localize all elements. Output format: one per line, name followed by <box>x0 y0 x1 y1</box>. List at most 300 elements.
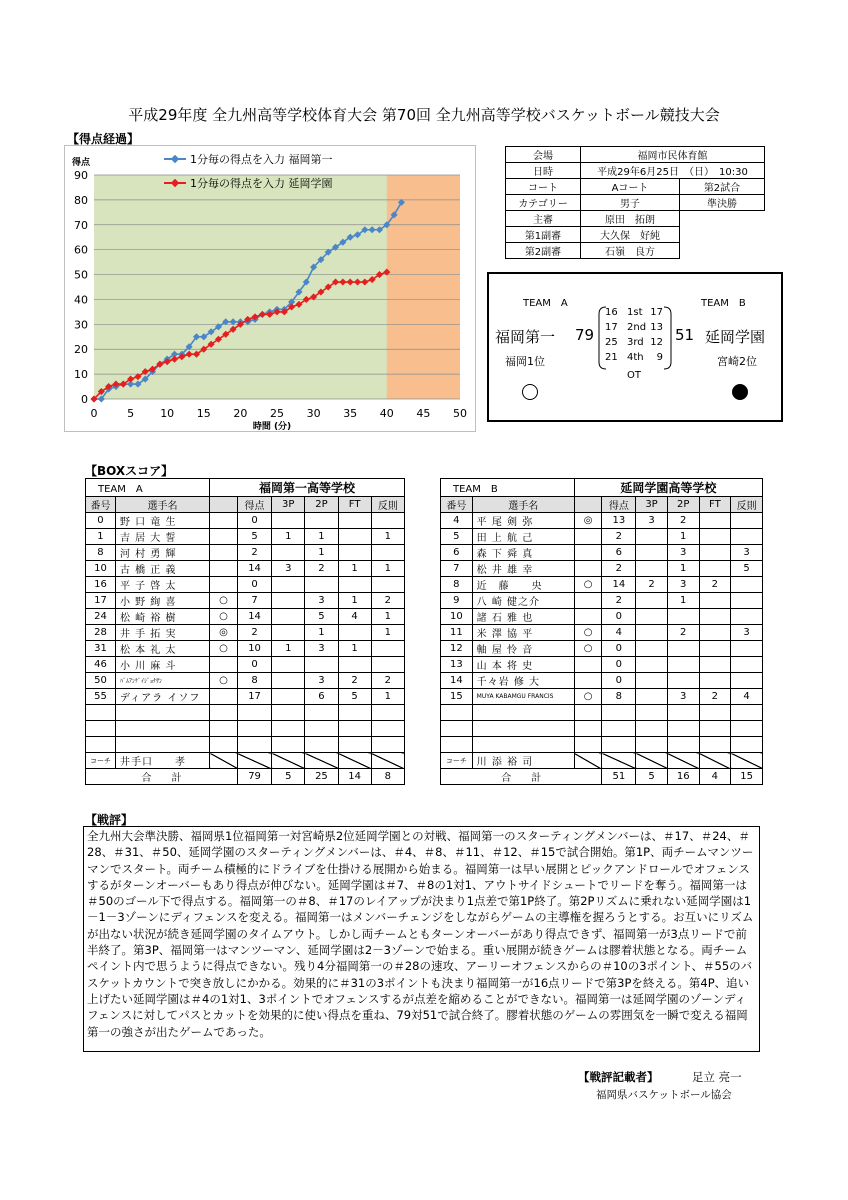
total-pts: 51 <box>602 769 636 785</box>
info-row <box>506 147 765 163</box>
page-title: 平成29年度 全九州高等学校体育大会 第70回 全九州高等学校バスケットボール競技大会 <box>128 106 720 124</box>
starter-mark <box>210 689 238 705</box>
stat-p2: 1 <box>305 529 338 545</box>
col-mark <box>574 497 602 513</box>
stat-foul <box>371 577 404 593</box>
y-tick-label: 10 <box>74 368 88 382</box>
starter-mark <box>210 657 238 673</box>
x-tick-label: 45 <box>416 407 431 420</box>
player-name: 田 上 航 己 <box>472 529 574 545</box>
info-value: Aコート <box>581 179 680 195</box>
scoreboard <box>487 272 783 422</box>
stat-foul <box>371 641 404 657</box>
stat-p2 <box>667 641 699 657</box>
empty-cell <box>441 721 473 737</box>
empty-cell <box>441 737 473 753</box>
info-value: 男子 <box>581 195 680 211</box>
stat-pts: 10 <box>237 641 271 657</box>
stat-pts: 0 <box>602 657 636 673</box>
stat-pts: 14 <box>602 577 636 593</box>
starter-mark <box>574 657 602 673</box>
player-row <box>86 529 405 545</box>
player-number: 6 <box>441 545 473 561</box>
player-row <box>86 657 405 673</box>
stat-pts: 2 <box>602 529 636 545</box>
empty-cell <box>731 721 763 737</box>
legend-team-b: 1分毎の得点を入力 延岡学園 <box>190 177 333 190</box>
empty-cell <box>272 737 305 753</box>
stat-ft <box>699 625 731 641</box>
stat-foul <box>371 545 404 561</box>
player-row <box>86 625 405 641</box>
col-ft: FT <box>338 497 371 513</box>
stat-p2 <box>667 657 699 673</box>
stat-pts: 0 <box>237 657 271 673</box>
stat-p3 <box>636 609 668 625</box>
stat-ft <box>699 673 731 689</box>
quarter-score-team-b: 9 <box>656 352 663 363</box>
starter-mark <box>574 593 602 609</box>
quarter-score-team-b: 13 <box>650 322 663 333</box>
col-number: 番号 <box>86 497 116 513</box>
struck-cell <box>731 753 763 769</box>
empty-cell <box>115 721 209 737</box>
col-number: 番号 <box>441 497 473 513</box>
total-row <box>86 769 405 785</box>
stat-p3 <box>272 545 305 561</box>
empty-row <box>86 737 405 753</box>
y-tick-label: 60 <box>74 243 88 257</box>
info-label: 第1副審 <box>506 227 581 243</box>
team-a-label: TEAM A <box>523 298 568 309</box>
starter-mark: ○ <box>210 609 238 625</box>
section-commentary: 【戦評】 <box>85 813 134 827</box>
stat-p3 <box>636 561 668 577</box>
player-name: 小 川 麻 斗 <box>115 657 209 673</box>
quarter-label: 1st <box>627 307 643 318</box>
stat-p2: 3 <box>305 593 338 609</box>
stat-ft <box>338 577 371 593</box>
stat-ft: 5 <box>338 689 371 705</box>
quarter-score-team-b: 17 <box>650 307 663 318</box>
empty-cell <box>338 705 371 721</box>
y-tick-label: 70 <box>74 218 88 232</box>
starter-mark <box>574 545 602 561</box>
empty-cell <box>472 721 574 737</box>
empty-cell <box>210 737 238 753</box>
empty-cell <box>574 737 602 753</box>
stat-p2: 3 <box>667 577 699 593</box>
stat-foul: 1 <box>371 609 404 625</box>
x-tick-label: 20 <box>233 407 248 420</box>
player-row <box>86 673 405 689</box>
coach-row <box>86 753 405 769</box>
stat-p3 <box>636 657 668 673</box>
col-player-name: 選手名 <box>115 497 209 513</box>
player-number: 1 <box>86 529 116 545</box>
stat-p2 <box>667 673 699 689</box>
team-a-score: 79 <box>575 326 595 344</box>
x-tick-label: 30 <box>306 407 321 420</box>
player-row <box>86 641 405 657</box>
stat-p3: 1 <box>272 641 305 657</box>
struck-cell <box>338 753 371 769</box>
y-tick-label: 20 <box>74 343 88 357</box>
stat-p2: 5 <box>305 609 338 625</box>
player-number: 8 <box>441 577 473 593</box>
team-b-score: 51 <box>675 326 695 344</box>
empty-cell <box>210 721 238 737</box>
team-a-name: 福岡第一 <box>495 328 556 346</box>
player-number: 15 <box>441 689 473 705</box>
player-row <box>441 513 763 529</box>
player-row <box>441 609 763 625</box>
empty-cell <box>371 705 404 721</box>
starter-mark: ○ <box>574 625 602 641</box>
stat-p3 <box>636 625 668 641</box>
total-foul: 15 <box>731 769 763 785</box>
struck-cell <box>371 753 404 769</box>
header-row <box>86 497 405 513</box>
stat-pts: 14 <box>237 609 271 625</box>
player-name: 平 子 啓 太 <box>115 577 209 593</box>
stat-pts: 2 <box>237 545 271 561</box>
stat-pts: 2 <box>237 625 271 641</box>
stat-p3 <box>272 513 305 529</box>
stat-ft <box>699 657 731 673</box>
empty-cell <box>636 705 668 721</box>
stat-pts: 4 <box>602 625 636 641</box>
empty-cell <box>636 737 668 753</box>
player-number: 12 <box>441 641 473 657</box>
empty-cell <box>305 721 338 737</box>
starter-mark <box>210 529 238 545</box>
stat-foul: 1 <box>371 625 404 641</box>
stat-foul: 5 <box>731 561 763 577</box>
total-label: 合 計 <box>441 769 602 785</box>
stat-pts: 6 <box>602 545 636 561</box>
y-tick-label: 30 <box>74 318 88 332</box>
player-row <box>441 593 763 609</box>
x-tick-label: 15 <box>196 407 211 420</box>
col-2p: 2P <box>305 497 338 513</box>
struck-cell <box>272 753 305 769</box>
empty-cell <box>602 705 636 721</box>
empty-cell <box>602 721 636 737</box>
section-score-progress: 【得点経過】 <box>67 132 140 146</box>
stat-p3 <box>272 689 305 705</box>
stat-foul <box>371 513 404 529</box>
info-label: 主審 <box>506 211 581 227</box>
empty-cell <box>667 705 699 721</box>
starter-mark: ○ <box>210 641 238 657</box>
stat-ft <box>338 513 371 529</box>
team-b-label: TEAM B <box>701 298 746 309</box>
player-row <box>86 561 405 577</box>
stat-p2: 1 <box>667 561 699 577</box>
empty-cell <box>731 737 763 753</box>
stat-pts: 13 <box>602 513 636 529</box>
stat-foul <box>731 529 763 545</box>
info-value: 大久保 好純 <box>581 227 680 243</box>
starter-mark <box>210 513 238 529</box>
header-row <box>441 497 763 513</box>
y-tick-label: 0 <box>81 393 88 406</box>
player-row <box>86 609 405 625</box>
empty-cell <box>305 705 338 721</box>
y-tick-label: 80 <box>74 193 88 207</box>
overtime-label: OT <box>627 370 641 381</box>
stat-ft <box>699 529 731 545</box>
stat-ft <box>699 545 731 561</box>
player-number: 14 <box>441 673 473 689</box>
stat-p3 <box>272 593 305 609</box>
quarter-label: 4th <box>627 352 644 363</box>
box-score-team-a <box>85 478 405 785</box>
struck-cell <box>667 753 699 769</box>
stat-p2: 1 <box>305 545 338 561</box>
info-row <box>506 195 765 211</box>
player-number: 50 <box>86 673 116 689</box>
section-box-score: 【BOXスコア】 <box>85 464 174 478</box>
empty-row <box>441 737 763 753</box>
stat-p3: 3 <box>636 513 668 529</box>
empty-cell <box>699 721 731 737</box>
empty-row <box>86 721 405 737</box>
info-label: 会場 <box>506 147 581 163</box>
empty-cell <box>371 721 404 737</box>
starter-mark <box>574 609 602 625</box>
empty-cell <box>86 721 116 737</box>
x-axis-label: 時間 (分) <box>252 422 292 432</box>
stat-foul: 2 <box>371 673 404 689</box>
player-name: ﾊﾞﾑｱﾝｹﾞｲｼﾞｮﾅｻﾝ <box>115 673 209 689</box>
school-name: 延岡学園高等学校 <box>574 479 762 497</box>
info-label: カテゴリー <box>506 195 581 211</box>
team-row <box>86 479 405 497</box>
x-tick-label: 35 <box>343 407 358 420</box>
author-label: 【戦評記載者】 <box>578 1070 659 1084</box>
struck-cell <box>636 753 668 769</box>
player-name: 古 橋 正 義 <box>115 561 209 577</box>
player-name: MUYA KABAMGU FRANCIS <box>472 689 574 705</box>
info-label: コート <box>506 179 581 195</box>
player-row <box>441 545 763 561</box>
stat-p3 <box>272 609 305 625</box>
stat-p2: 3 <box>305 641 338 657</box>
stat-ft <box>338 545 371 561</box>
quarter-score-team-a: 17 <box>605 322 618 333</box>
empty-cell <box>115 737 209 753</box>
player-name: 吉 居 大 誓 <box>115 529 209 545</box>
player-row <box>86 513 405 529</box>
stat-foul <box>731 641 763 657</box>
x-tick-label: 10 <box>160 407 175 420</box>
stat-foul <box>731 513 763 529</box>
quarter-score-team-a: 25 <box>605 337 618 348</box>
quarter-score-team-b: 12 <box>650 337 663 348</box>
x-tick-label: 25 <box>270 407 284 420</box>
player-number: 11 <box>441 625 473 641</box>
info-row <box>506 227 765 243</box>
team-b-filled-circle-mark <box>732 384 748 400</box>
quarter-bracket-right <box>663 306 673 370</box>
stat-p3 <box>636 545 668 561</box>
player-number: 17 <box>86 593 116 609</box>
stat-p2: 6 <box>305 689 338 705</box>
empty-cell <box>338 721 371 737</box>
player-number: 24 <box>86 609 116 625</box>
stat-foul: 1 <box>371 529 404 545</box>
y-tick-label: 50 <box>74 268 88 282</box>
info-row <box>506 211 765 227</box>
starter-mark <box>574 673 602 689</box>
stat-pts: 5 <box>237 529 271 545</box>
player-row <box>86 593 405 609</box>
empty-cell <box>272 721 305 737</box>
stat-p2: 3 <box>667 545 699 561</box>
stat-p2 <box>667 609 699 625</box>
stat-foul <box>731 577 763 593</box>
stat-ft <box>699 513 731 529</box>
stat-p3 <box>636 593 668 609</box>
player-number: 28 <box>86 625 116 641</box>
col-ft: FT <box>699 497 731 513</box>
player-row <box>441 529 763 545</box>
empty-row <box>86 705 405 721</box>
stat-p2: 2 <box>305 561 338 577</box>
x-tick-label: 50 <box>453 407 467 420</box>
player-row <box>441 625 763 641</box>
info-label: 第2副審 <box>506 243 581 259</box>
col-3p: 3P <box>636 497 668 513</box>
struck-cell <box>602 753 636 769</box>
player-name: 近 藤 央 <box>472 577 574 593</box>
info-row <box>506 179 765 195</box>
player-row <box>86 689 405 705</box>
total-foul: 8 <box>371 769 404 785</box>
x-tick-label: 40 <box>379 407 394 420</box>
starter-mark <box>574 561 602 577</box>
quarter-label: 2nd <box>627 322 647 333</box>
player-number: 10 <box>86 561 116 577</box>
player-row <box>86 545 405 561</box>
empty-cell <box>86 737 116 753</box>
starter-mark <box>210 545 238 561</box>
stat-p2 <box>305 513 338 529</box>
player-number: 9 <box>441 593 473 609</box>
starter-mark <box>210 561 238 577</box>
player-number: 10 <box>441 609 473 625</box>
empty-cell <box>699 705 731 721</box>
stat-pts: 2 <box>602 561 636 577</box>
empty-cell <box>338 737 371 753</box>
total-ft: 14 <box>338 769 371 785</box>
stat-p3: 2 <box>636 577 668 593</box>
empty-cell <box>472 737 574 753</box>
player-name: 河 村 勇 輝 <box>115 545 209 561</box>
player-name: ディアラ イソフ <box>115 689 209 705</box>
struck-cell <box>574 753 602 769</box>
empty-cell <box>305 737 338 753</box>
stat-p3 <box>636 673 668 689</box>
stat-p2: 1 <box>667 593 699 609</box>
x-tick-label: 0 <box>90 407 98 420</box>
player-number: 31 <box>86 641 116 657</box>
x-tick-label: 5 <box>127 407 135 420</box>
player-row <box>441 577 763 593</box>
team-a-circle-mark <box>522 384 538 400</box>
starter-mark: ◎ <box>210 625 238 641</box>
stat-pts: 14 <box>237 561 271 577</box>
player-number: 5 <box>441 529 473 545</box>
empty-cell <box>237 721 271 737</box>
col-fouls: 反則 <box>731 497 763 513</box>
stat-p3: 3 <box>272 561 305 577</box>
col-points: 得点 <box>602 497 636 513</box>
player-name: 井 手 拓 実 <box>115 625 209 641</box>
stat-ft <box>699 561 731 577</box>
stat-pts: 0 <box>237 577 271 593</box>
empty-cell <box>699 737 731 753</box>
stat-p3: 1 <box>272 529 305 545</box>
stat-foul: 2 <box>371 593 404 609</box>
player-number: 0 <box>86 513 116 529</box>
starter-mark <box>574 529 602 545</box>
stat-pts: 0 <box>602 609 636 625</box>
stat-p2: 3 <box>667 689 699 705</box>
stat-p2: 1 <box>305 625 338 641</box>
player-name: 千々岩 修 大 <box>472 673 574 689</box>
stat-ft: 2 <box>699 689 731 705</box>
player-name: 米 澤 協 平 <box>472 625 574 641</box>
player-name: 平 尾 剣 弥 <box>472 513 574 529</box>
empty-cell <box>667 721 699 737</box>
empty-cell <box>237 737 271 753</box>
starter-mark: ○ <box>574 577 602 593</box>
info-value: 平成29年6月25日 （日） 10:30 <box>581 163 765 179</box>
stat-foul: 1 <box>371 561 404 577</box>
player-row <box>441 641 763 657</box>
stat-p3 <box>636 689 668 705</box>
stat-ft <box>338 625 371 641</box>
stat-p2: 1 <box>667 529 699 545</box>
empty-row <box>441 721 763 737</box>
struck-cell <box>210 753 238 769</box>
starter-mark <box>210 577 238 593</box>
col-points: 得点 <box>237 497 271 513</box>
player-number: 55 <box>86 689 116 705</box>
team-label: TEAM B <box>441 479 575 497</box>
info-value: 原田 拓朗 <box>581 211 680 227</box>
total-p3: 5 <box>636 769 668 785</box>
total-p2: 16 <box>667 769 699 785</box>
player-row <box>441 657 763 673</box>
empty-cell <box>574 721 602 737</box>
player-number: 8 <box>86 545 116 561</box>
empty-cell <box>667 737 699 753</box>
player-name: 諸 石 雅 也 <box>472 609 574 625</box>
stat-p2 <box>305 657 338 673</box>
team-b-name: 延岡学園 <box>705 328 766 346</box>
empty-cell <box>86 705 116 721</box>
quarter-score-team-a: 16 <box>605 307 618 318</box>
struck-cell <box>305 753 338 769</box>
stat-ft <box>699 641 731 657</box>
y-tick-label: 90 <box>74 169 88 182</box>
team-row <box>441 479 763 497</box>
player-name: 松 本 礼 太 <box>115 641 209 657</box>
